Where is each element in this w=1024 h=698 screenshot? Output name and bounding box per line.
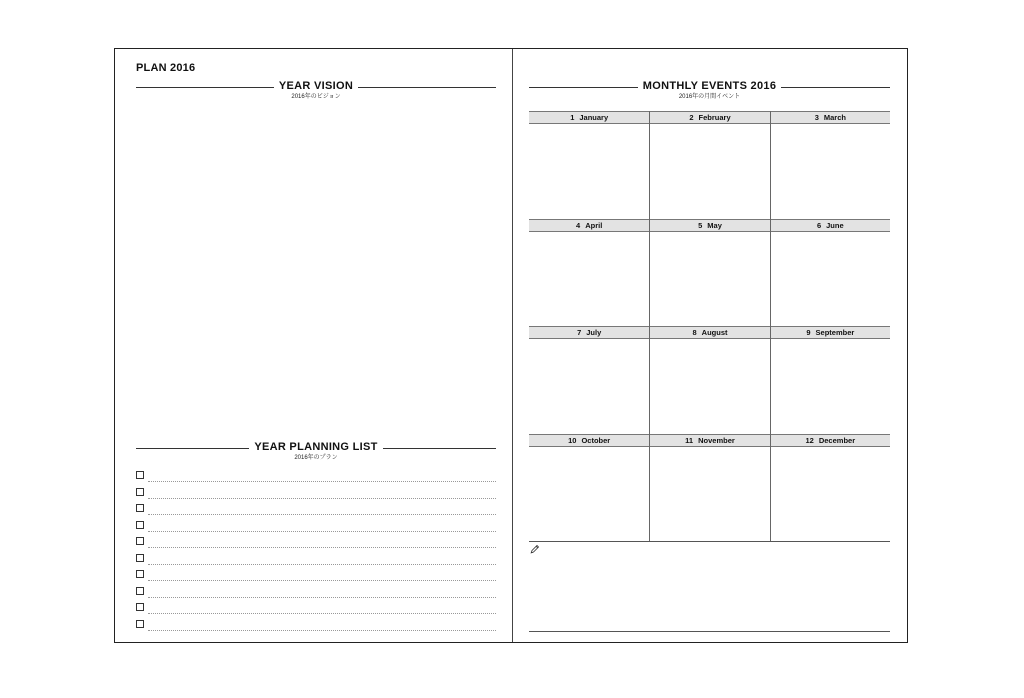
planning-list-item[interactable]: [136, 616, 496, 633]
month-name: February: [698, 113, 731, 122]
month-label: [529, 327, 649, 338]
month-cell-october[interactable]: [529, 434, 649, 542]
planning-list-item[interactable]: [136, 566, 496, 583]
dotted-line: [148, 613, 496, 614]
checkbox[interactable]: [136, 620, 144, 628]
monthly-events-title: MONTHLY EVENTS 2016: [638, 80, 781, 92]
month-cell-august[interactable]: [649, 326, 769, 434]
month-name: March: [823, 113, 846, 122]
month-number: 10: [568, 435, 577, 445]
month-number: 11: [685, 435, 694, 445]
month-cell-january[interactable]: [529, 111, 649, 219]
planning-list-item[interactable]: [136, 500, 496, 517]
month-number: 6: [816, 220, 822, 230]
month-number: 3: [814, 113, 819, 122]
month-label: [529, 220, 649, 231]
month-name: August: [701, 328, 728, 337]
year-planning-list: [136, 467, 496, 632]
year-planning-list-header: [136, 440, 496, 464]
dotted-line: [148, 481, 496, 482]
month-label: [771, 112, 890, 123]
month-cell-april[interactable]: [529, 219, 649, 327]
month-label: [650, 435, 769, 446]
month-number: 2: [689, 113, 694, 122]
month-number: 5: [698, 220, 703, 230]
month-name: July: [586, 328, 602, 337]
month-label: [771, 327, 890, 338]
monthly-events-header: [529, 79, 890, 103]
checkbox[interactable]: [136, 488, 144, 496]
month-number: 12: [805, 435, 814, 445]
planner-spread: [114, 48, 908, 643]
dotted-line: [148, 564, 496, 565]
month-name: June: [826, 220, 844, 230]
month-cell-june[interactable]: [770, 219, 890, 327]
month-row: [529, 111, 890, 219]
checkbox[interactable]: [136, 537, 144, 545]
planning-list-item[interactable]: [136, 517, 496, 534]
dotted-line: [148, 547, 496, 548]
month-row: [529, 219, 890, 327]
month-cell-february[interactable]: [649, 111, 769, 219]
month-number: 4: [576, 220, 581, 230]
year-vision-header: [136, 79, 496, 103]
year-planning-list-subtitle: 2016年のプラン: [294, 455, 338, 461]
month-label: [650, 327, 769, 338]
checkbox[interactable]: [136, 603, 144, 611]
month-label: [771, 220, 890, 231]
month-label: [771, 435, 890, 446]
pencil-icon: [530, 544, 540, 554]
page-title: PLAN 2016: [136, 62, 196, 74]
notes-bottom-rule: [529, 631, 890, 632]
page-divider: [512, 49, 513, 642]
year-vision-title: YEAR VISION: [274, 80, 358, 92]
dotted-line: [148, 498, 496, 499]
month-label: [529, 112, 649, 123]
dotted-line: [148, 514, 496, 515]
checkbox[interactable]: [136, 554, 144, 562]
month-name: April: [585, 220, 603, 230]
month-number: 1: [570, 113, 575, 122]
dotted-line: [148, 531, 496, 532]
dotted-line: [148, 580, 496, 581]
month-name: January: [579, 113, 609, 122]
planning-list-item[interactable]: [136, 550, 496, 567]
year-vision-writing-area[interactable]: [136, 109, 496, 434]
month-name: December: [818, 435, 856, 445]
planning-list-item[interactable]: [136, 533, 496, 550]
checkbox[interactable]: [136, 570, 144, 578]
month-cell-december[interactable]: [770, 434, 890, 542]
planning-list-item[interactable]: [136, 467, 496, 484]
month-name: November: [698, 435, 735, 445]
month-number: 7: [577, 328, 582, 337]
month-cell-march[interactable]: [770, 111, 890, 219]
month-number: 8: [692, 328, 697, 337]
month-name: October: [581, 435, 611, 445]
checkbox[interactable]: [136, 471, 144, 479]
month-name: May: [707, 220, 722, 230]
month-cell-november[interactable]: [649, 434, 769, 542]
dotted-line: [148, 597, 496, 598]
month-cell-july[interactable]: [529, 326, 649, 434]
checkbox[interactable]: [136, 521, 144, 529]
planning-list-item[interactable]: [136, 484, 496, 501]
month-label: [650, 112, 769, 123]
checkbox[interactable]: [136, 587, 144, 595]
planning-list-item[interactable]: [136, 583, 496, 600]
month-name: September: [815, 328, 855, 337]
checkbox[interactable]: [136, 504, 144, 512]
notes-top-rule: [529, 541, 890, 542]
monthly-events-grid: [529, 111, 890, 541]
month-row: [529, 434, 890, 542]
month-cell-may[interactable]: [649, 219, 769, 327]
planning-list-item[interactable]: [136, 599, 496, 616]
month-row: [529, 326, 890, 434]
monthly-events-subtitle: 2016年の月間イベント: [678, 94, 741, 100]
month-label: [650, 220, 769, 231]
year-planning-list-title: YEAR PLANNING LIST: [249, 441, 382, 453]
month-cell-september[interactable]: [770, 326, 890, 434]
month-label: [529, 435, 649, 446]
dotted-line: [148, 630, 496, 631]
year-vision-subtitle: 2016年のビジョン: [291, 94, 341, 100]
month-number: 9: [806, 328, 811, 337]
